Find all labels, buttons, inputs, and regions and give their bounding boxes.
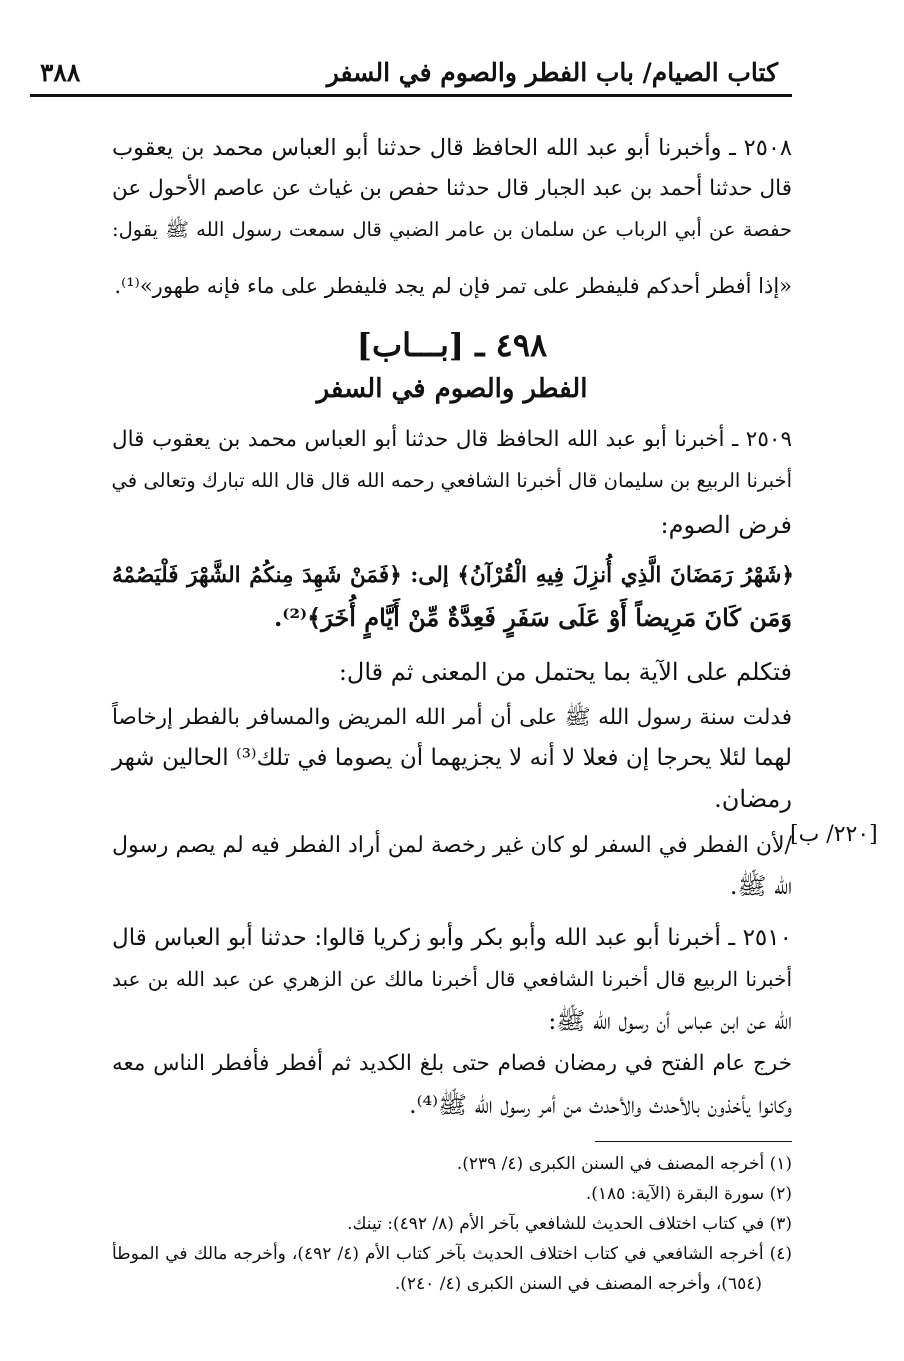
footnote-2: (٢) سورة البقرة (الآية: ١٨٥). [585,1184,792,1204]
header-divider [30,94,792,97]
header-title: كتاب الصيام/ باب الفطر والصوم في السفر [326,58,778,87]
hadith-2508-line-1: ٢٥٠٨ ـ وأخبرنا أبو عبد الله الحافظ قال حدثنا أبو العباس محمد بن يعقوب [112,135,792,161]
hadith-2508-line-3: حفصة عن أبي الرباب عن سلمان بن عامر الضبي قال سمعت رسول الله ﷺ يقول: [112,218,792,241]
hadith-2509-line-1: ٢٥٠٩ ـ أخبرنا أبو عبد الله الحافظ قال حدثنا أبو العباس محمد بن يعقوب قال [112,427,792,452]
running-header [30,50,790,92]
hadith-2510-line-5: وكانوا يأخذون بالأحدث والأحدث من أمر رسول الله ﷺ⁽⁴⁾. [408,1091,792,1119]
hadith-2510-line-3: الله عن ابن عباس أن رسول الله ﷺ: [548,1007,792,1035]
hadith-2510-line-4: خرج عام الفتح في رمضان فصام حتى بلغ الكديد ثم أفطر فأفطر الناس معه [112,1051,792,1076]
footnote-divider [595,1141,792,1142]
quran-verse-line-1: ﴿شَهْرُ رَمَضَانَ الَّذِي أُنزِلَ فِيهِ الْقُرْآنُ﴾ إلى: ﴿فَمَنْ شَهِدَ مِنكُمُ الشَّهْرَ فَلْيَصُمْهُ [112,563,794,588]
hadith-2509-line-11: الله ﷺ. [729,872,792,900]
hadith-2509-line-7: فدلت سنة رسول الله ﷺ على أن أمر الله المريض والمسافر بالفطر إرخاصاً [112,705,792,730]
hadith-2509-line-8: لهما لئلا يحرجا إن فعلا لا أنه لا يجزيهما أن يصوما في تلك⁽³⁾ الحالين شهر [112,745,792,771]
footnote-4-line-2: (٦٥٤)، وأخرجه المصنف في السنن الكبرى (٤/ ٢٤٠). [394,1274,762,1294]
hadith-2510-line-1: ٢٥١٠ ـ أخبرنا أبو عبد الله وأبو بكر وأبو زكريا قالوا: حدثنا أبو العباس قال [112,925,792,951]
hadith-2509-line-10: /لأن الفطر في السفر لو كان غير رخصة لمن أراد الفطر فيه لم يصم رسول [112,833,792,858]
footnote-3: (٣) في كتاب اختلاف الحديث للشافعي بآخر الأم (٨/ ٤٩٢): تينك. [347,1214,792,1234]
folio-margin-note: [٢٢٠/ ب] [790,822,878,847]
page-number: ٣٨٨ [40,58,81,87]
hadith-2510-line-2: أخبرنا الربيع قال أخبرنا الشافعي قال أخبرنا مالك عن الزهري عن عبد الله بن عبد [112,967,792,991]
hadith-2508-line-4: «إذا أفطر أحدكم فليفطر على تمر فإن لم يجد فليفطر على ماء فإنه طهور»⁽¹⁾. [114,274,792,298]
chapter-number: ٤٩٨ ـ [بـــاب] [356,326,548,364]
hadith-2508-line-2: قال حدثنا أحمد بن عبد الجبار قال حدثنا حفص بن غياث عن عاصم الأحول عن [112,176,792,201]
hadith-2509-line-2: أخبرنا الربيع بن سليمان قال أخبرنا الشافعي رحمه الله قال قال الله تبارك وتعالى في [111,469,792,492]
chapter-title: الفطر والصوم في السفر [316,374,588,404]
footnote-4-line-1: (٤) أخرجه الشافعي في كتاب اختلاف الحديث بآخر كتاب الأم (٤/ ٤٩٢)، وأخرجه مالك في الموطأ [112,1244,792,1264]
hadith-2509-line-9: رمضان. [714,785,792,813]
hadith-2509-line-3: فرض الصوم: [660,511,792,539]
quran-verse-line-2: وَمَن كَانَ مَرِيضاً أَوْ عَلَى سَفَرٍ فَعِدَّةٌ مِّنْ أَيَّامٍ أُخَرَ﴾⁽²⁾. [273,603,792,632]
hadith-2509-line-6: فتكلم على الآية بما يحتمل من المعنى ثم قال: [338,658,792,686]
footnote-1: (١) أخرجه المصنف في السنن الكبرى (٤/ ٢٣٩). [456,1154,792,1174]
